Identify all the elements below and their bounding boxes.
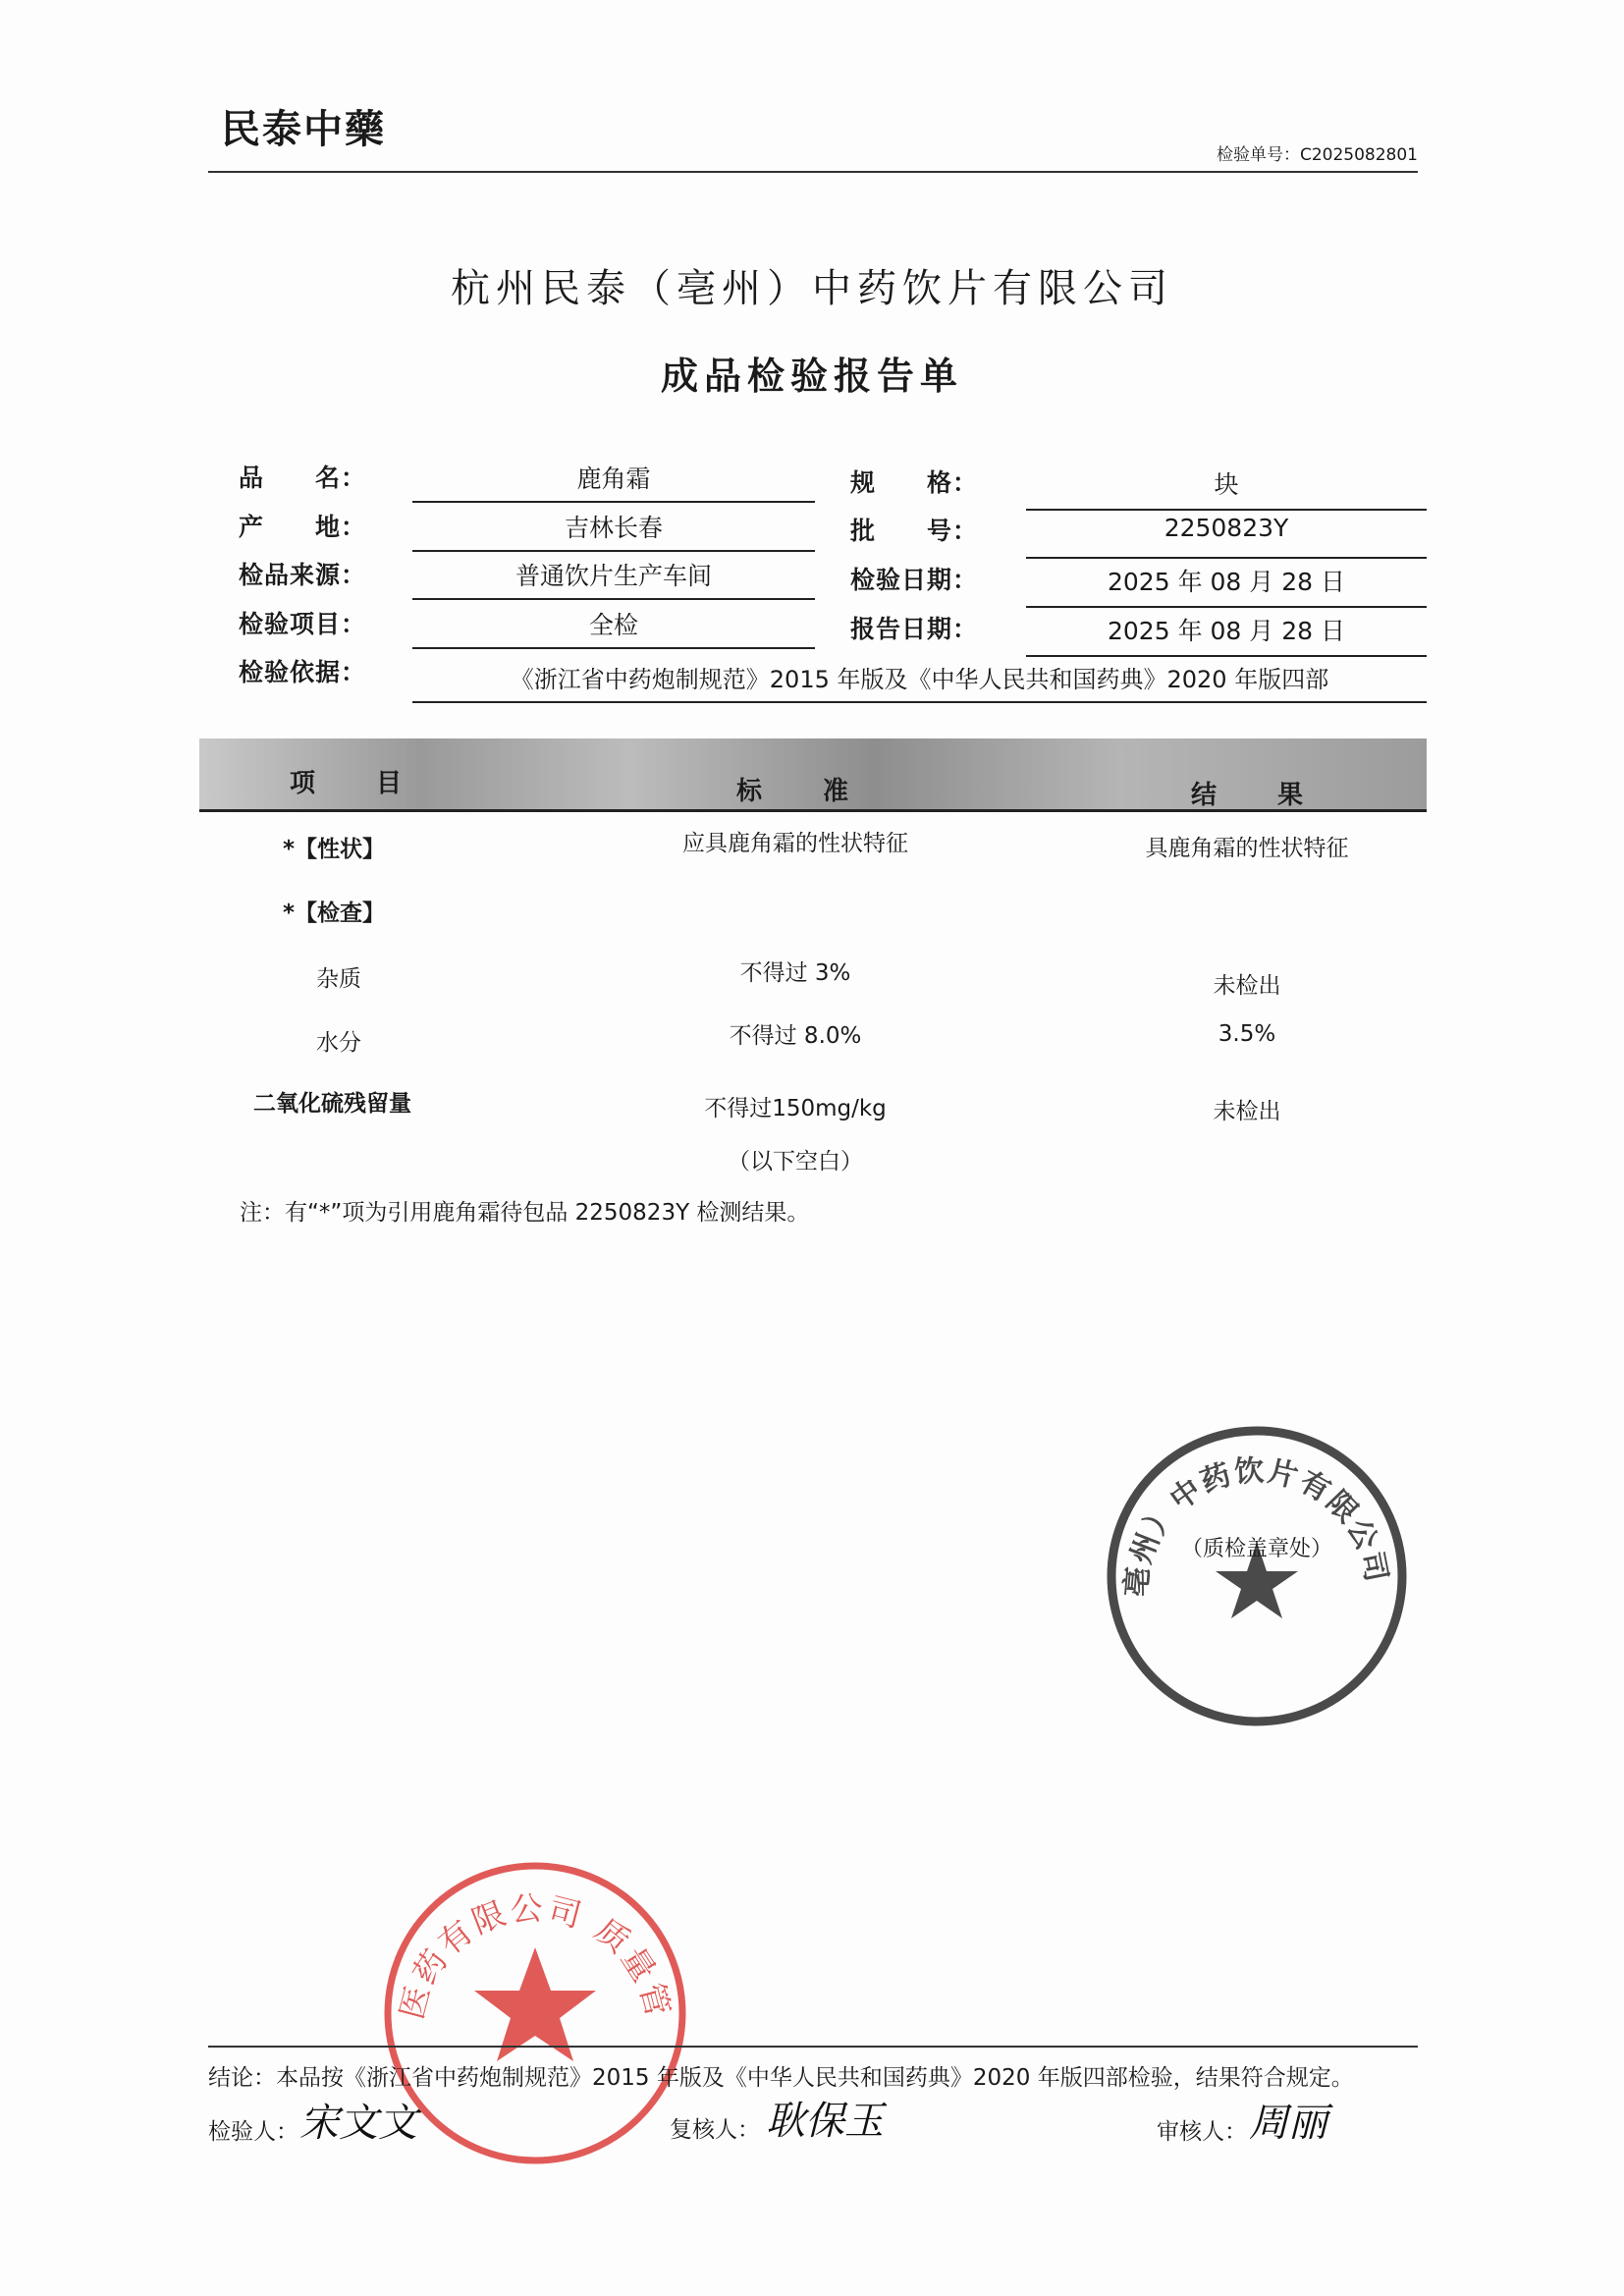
spec-label: 规 格：: [850, 468, 979, 497]
origin-underline: [412, 550, 815, 552]
report-number: 检验单号：C2025082801: [1216, 145, 1418, 165]
row-item-so2: 二氧化硫残留量: [253, 1091, 411, 1117]
row-item-impurity: 杂质: [316, 966, 361, 992]
reviewer-label: 复核人：: [670, 2117, 760, 2143]
spec-value: 块: [1214, 470, 1239, 499]
source-label: 检品来源：: [239, 561, 367, 589]
batch-label: 批 号：: [850, 517, 979, 545]
blank-note: （以下空白）: [728, 1149, 863, 1175]
header-item: 项 目: [290, 769, 420, 798]
name-underline: [412, 501, 815, 503]
item-underline: [412, 647, 815, 649]
origin-value: 吉林长春: [564, 514, 663, 542]
name-label: 品 名：: [239, 464, 367, 492]
qc-stamp-text: 亳州）中药饮片有限公司: [1119, 1453, 1394, 1599]
report-date-underline: [1026, 655, 1427, 657]
header-standard: 标 准: [736, 777, 867, 806]
qc-stamp-graphic: [1100, 1424, 1414, 1728]
qc-stamp-center-text: （质检盖章处）: [1180, 1537, 1332, 1561]
origin-label: 产 地：: [239, 513, 367, 541]
row-standard-appearance: 应具鹿角霜的性状特征: [682, 831, 908, 856]
inspector-signature: 宋文文: [299, 2101, 417, 2146]
conclusion-divider: [208, 2046, 1418, 2048]
batch-underline: [1026, 557, 1427, 559]
row-result-appearance: 具鹿角霜的性状特征: [1145, 836, 1349, 861]
header-result: 结 果: [1191, 781, 1322, 810]
basis-value: 《浙江省中药炮制规范》2015 年版及《中华人民共和国药典》2020 年版四部: [510, 666, 1329, 693]
company-logo: 民泰中藥: [221, 106, 386, 152]
reviewer-signature: 耿保玉: [766, 2099, 884, 2144]
batch-value: 2250823Y: [1164, 514, 1289, 542]
row-item-moisture: 水分: [316, 1030, 361, 1056]
row-item-appearance: *【性状】: [283, 837, 386, 862]
item-value: 全检: [588, 611, 638, 639]
row-result-moisture: 3.5%: [1218, 1021, 1276, 1047]
inspect-date-underline: [1026, 606, 1427, 608]
approver-signature: 周丽: [1249, 2101, 1327, 2146]
source-value: 普通饮片生产车间: [514, 562, 712, 590]
qa-stamp: [378, 1861, 692, 2165]
name-value: 鹿角霜: [576, 465, 651, 493]
row-standard-moisture: 不得过 8.0%: [729, 1023, 862, 1049]
item-label: 检验项目：: [239, 610, 367, 638]
basis-underline: [412, 701, 1427, 703]
qc-stamp: [1100, 1424, 1414, 1728]
row-standard-impurity: 不得过 3%: [739, 960, 851, 986]
footnote: 注：有“*”项为引用鹿角霜待包品 2250823Y 检测结果。: [240, 1200, 810, 1226]
row-standard-so2: 不得过150mg/kg: [704, 1096, 887, 1121]
row-result-so2: 未检出: [1213, 1099, 1281, 1124]
basis-label: 检验依据：: [239, 658, 367, 686]
source-underline: [412, 598, 815, 600]
spec-underline: [1026, 509, 1427, 511]
inspect-date-value: 2025 年 08 月 28 日: [1108, 568, 1345, 596]
approver-label: 审核人：: [1157, 2119, 1247, 2145]
document-title: 成品检验报告单: [660, 355, 963, 398]
qa-stamp-text: 医药有限公司 质量管: [392, 1888, 678, 2024]
report-date-value: 2025 年 08 月 28 日: [1108, 617, 1345, 645]
row-result-impurity: 未检出: [1213, 973, 1281, 999]
header-divider: [208, 171, 1418, 173]
qa-stamp-graphic: [378, 1861, 692, 2165]
inspector-label: 检验人：: [208, 2119, 298, 2145]
report-date-label: 报告日期：: [850, 615, 979, 643]
row-item-inspection: *【检查】: [283, 901, 386, 926]
inspect-date-label: 检验日期：: [850, 566, 979, 594]
company-name: 杭州民泰（亳州）中药饮片有限公司: [451, 266, 1173, 311]
conclusion-text: 结论：本品按《浙江省中药炮制规范》2015 年版及《中华人民共和国药典》2020 年版四部检验，结果符合规定。: [208, 2065, 1354, 2091]
